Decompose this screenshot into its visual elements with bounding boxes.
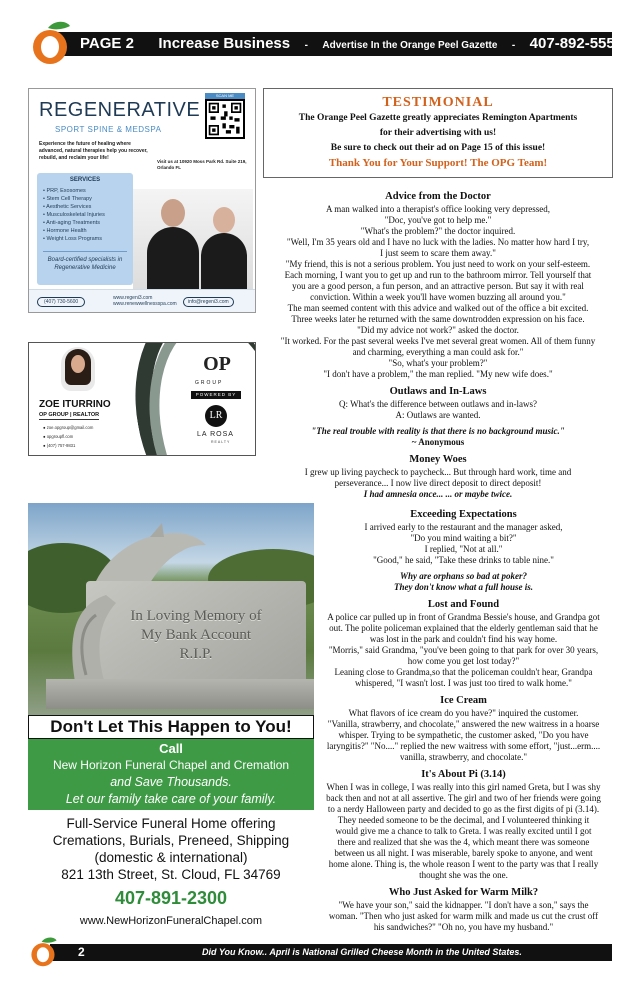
testimonial-line-2: for their advertising with us!	[379, 128, 497, 138]
powered-by-label: POWERED BY	[191, 391, 241, 399]
zoe-contact-list	[43, 423, 93, 450]
orange-logo-icon	[28, 936, 62, 968]
money-line: perseverance... I now live direct deposit to direct deposit!	[334, 478, 542, 488]
expectations-title: Exceeding Expectations	[410, 509, 517, 520]
orphans-answer: They don't know what a full house is.	[393, 582, 534, 592]
dolphin-statue-icon	[90, 523, 210, 589]
header-text	[80, 32, 623, 56]
services-note: Board-certified specialists in Regenerative Medicine	[43, 251, 127, 272]
advice-line: A man walked into a therapist's office looking very depressed,	[326, 204, 550, 214]
funeral-call: Call	[159, 741, 183, 756]
outlaws-answer: A: Outlaws are wanted.	[395, 410, 481, 420]
funeral-body-1: Full-Service Funeral Home offering	[66, 816, 276, 831]
advice-line: "It worked. For the past several weeks I've met several great women. All of them funny	[280, 336, 596, 346]
ice-line: vanilla, strawberry, and chocolate."	[399, 752, 528, 762]
pi-line: would give me a chance to talk to Greta. I was really excited until I got	[335, 826, 592, 836]
pi-line: thought she was the one.	[419, 870, 508, 880]
funeral-address: 821 13th Street, St. Cloud, FL 34769	[61, 867, 281, 882]
expectations-line: I replied, "Not at all."	[424, 544, 503, 554]
funeral-green-line-1: New Horizon Funeral Chapel and Cremation	[52, 758, 290, 772]
amnesia-line: I had amnesia once... ... or maybe twice.	[363, 489, 513, 499]
testimonial-line-1: The Orange Peel Gazette greatly appreciates Remington Apartments	[298, 113, 578, 123]
service-item: • Hormone Health	[43, 227, 127, 235]
advice-line: Each morning, I want you to get up and run to the bathroom mirror. Tell yourself that	[284, 270, 592, 280]
doctor-figure-1	[147, 227, 199, 289]
funeral-green-line-3: Let our family take care of your family.	[65, 792, 277, 806]
pi-line: there and realized that she was the 4, which meant there was someone	[337, 837, 590, 847]
advice-line: "My friend, this is not a serious problem. You just need to work on your self-esteem.	[285, 259, 591, 269]
funeral-call-box	[28, 739, 314, 810]
header-phone: 407-892-5556	[529, 35, 624, 52]
service-item: • Weight Loss Programs	[43, 235, 127, 243]
pi-line: home alone. Thing is, the whole reason I went to the party was that I really	[328, 859, 599, 869]
milk-line: "We have your son," said the kidnapper. "I don't have a son," says the	[338, 900, 589, 910]
zoe-title: OP GROUP | REALTOR	[39, 412, 100, 418]
regen-web-1[interactable]: www.regeni3.com	[113, 295, 153, 301]
funeral-details	[28, 810, 314, 928]
advice-line: "I don't have a problem," the man replied. "My new wife does."	[323, 369, 553, 379]
service-item: • Aesthetic Services	[43, 203, 127, 211]
milk-line: his sandwiches?" "Oh no, you have my husband."	[373, 922, 554, 932]
service-item: • PRP, Exosomes	[43, 187, 127, 195]
lost-line: A police car pulled up in front of Grandma Bessie's house, and Grandpa got	[327, 612, 600, 622]
stone-line-2: My Bank Account	[141, 627, 251, 643]
orange-logo-icon	[28, 20, 78, 66]
advice-line: "Doc, you've got to help me."	[384, 215, 492, 225]
testimonial-box	[263, 88, 613, 178]
services-list	[43, 187, 127, 243]
doctors-photo	[133, 189, 253, 289]
ice-line: laryngitis?" "No...." replied the new waitress with some effort, "just...erm....	[326, 741, 601, 751]
header-bar	[50, 32, 624, 56]
zoe-portrait	[61, 347, 95, 391]
zoe-realtor-ad[interactable]	[28, 342, 256, 456]
regen-visit: Visit us at 10920 Moss Park Rd. Suite 219, Orlando FL	[157, 159, 247, 170]
header-dash-2: -	[511, 40, 516, 51]
orphans-question: Why are orphans so bad at poker?	[399, 571, 527, 581]
outlaws-question: Q: What's the difference between outlaws and in-laws?	[339, 399, 537, 409]
expectations-line: I arrived early to the restaurant and the manager asked,	[364, 522, 563, 532]
pi-line: They needed someone to be the decimal, and I volunteered thinking it	[337, 815, 590, 825]
advice-line: "Well, I'm 35 years old and I have no luck with the ladies. No matter how hard I try,	[286, 237, 590, 247]
advice-line: "Did my advice not work?" asked the doctor.	[357, 325, 519, 335]
testimonial-line-3: Be sure to check out their ad on Page 15 of this issue!	[330, 143, 546, 153]
stone-line-3: R.I.P.	[179, 646, 213, 662]
page-label: PAGE 2	[80, 35, 134, 52]
la-rosa-logo-icon: LR	[205, 405, 227, 427]
lost-line: "Morris," said Grandma, "you've been going to that park for over 30 years,	[328, 645, 599, 655]
pi-title: It's About Pi (3.14)	[421, 769, 506, 780]
pi-line: back then and not at all assertive. The girl and two of her friends were going	[326, 793, 601, 803]
advice-line: conviction. Within a week you'll have women buzzing all around you."	[310, 292, 566, 302]
pi-line: between us all night. I was miserable, barely spoke to anyone, and went	[334, 848, 593, 858]
doctor-head-2	[213, 207, 235, 233]
lost-line: whispered, "I wasn't lost. I was just too tired to walk home."	[355, 678, 572, 688]
service-item: • Stem Cell Therapy	[43, 195, 127, 203]
lost-line: was lost in the park and couldn't find his way home.	[369, 634, 558, 644]
doctor-head-1	[161, 199, 185, 227]
funeral-body-3: (domestic & international)	[94, 850, 248, 865]
qr-code-icon[interactable]	[205, 99, 245, 139]
ice-line: What flavors of ice cream do you have?" inquired the customer.	[348, 708, 579, 718]
regen-phone[interactable]: (407) 730-5600	[37, 297, 85, 307]
footer-bar	[50, 944, 612, 961]
op-group-label: GROUP	[195, 380, 224, 386]
quote-author: ~ Anonymous	[411, 437, 465, 447]
regen-websites[interactable]	[113, 295, 177, 307]
funeral-green-line-2: and Save Thousands.	[110, 775, 232, 789]
tombstone-photo	[28, 503, 314, 715]
reality-quote: "The real trouble with reality is that there is no background music."	[311, 426, 565, 436]
stone-line-1: In Loving Memory of	[130, 608, 262, 624]
regen-subtitle: SPORT SPINE & MEDSPA	[55, 125, 162, 134]
advice-title: Advice from the Doctor	[385, 191, 491, 202]
zoe-phone[interactable]: ● (407) 757-9831	[43, 443, 75, 448]
advice-line: you are a good person, a fun person, and an attractive person. But say it with real	[292, 281, 584, 291]
doctor-figure-2	[201, 233, 247, 289]
funeral-phone[interactable]: 407-891-2300	[114, 888, 228, 908]
advice-line: "So, what's your problem?"	[388, 358, 488, 368]
header-tagline: Advertise In the Orange Peel Gazette	[322, 40, 498, 51]
milk-line: woman. "Then who just asked for warm milk and made us cut the crust off	[328, 911, 599, 921]
regenerative-ad[interactable]	[28, 88, 256, 313]
regen-web-2[interactable]: www.renewwellnessspa.com	[113, 301, 177, 307]
pi-line: When I was in college, I was really into this girl named Greta, but I was shy	[326, 782, 601, 792]
footer-page-number: 2	[78, 945, 85, 959]
advice-line: "What's the problem?" the doctor inquired.	[360, 226, 516, 236]
funeral-headline: Don't Let This Happen to You!	[28, 715, 314, 739]
funeral-website[interactable]: www.NewHorizonFuneralChapel.com	[79, 915, 263, 927]
regen-description: Experience the future of healing where advanced, natural therapies help you recover, rebuild, and reclaim your life!	[39, 141, 148, 161]
ice-cream-title: Ice Cream	[440, 695, 487, 706]
realty-label: REALTY	[211, 440, 231, 444]
zoe-email[interactable]: ● zoe.opgroup@gmail.com	[43, 425, 93, 430]
money-line: I grew up living paycheck to paycheck... But through hard work, time and	[304, 467, 572, 477]
op-group-logo-icon: OP	[203, 353, 231, 375]
jokes-column-lower	[314, 508, 613, 933]
services-heading: SERVICES	[69, 177, 101, 183]
jokes-column-upper	[263, 190, 613, 500]
lost-found-title: Lost and Found	[427, 599, 500, 610]
regen-email[interactable]: info@regeni3.com	[183, 297, 234, 307]
header-title: Increase Business	[158, 35, 291, 52]
ice-line: whisper. Trying to be sympathetic, the customer asked, "Do you have	[338, 730, 589, 740]
service-item: • Anti-aging Treatments	[43, 219, 127, 227]
service-item: • Musculoskeletal Injuries	[43, 211, 127, 219]
ice-line: "Vanilla, strawberry, and chocolate," answered the new waitress in a hoarse	[327, 719, 600, 729]
regen-title: REGENERATIVE	[39, 99, 201, 121]
expectations-line: "Good," he said, "Take these drinks to table nine."	[373, 555, 554, 565]
expectations-line: "Do you mind waiting a bit?"	[410, 533, 517, 543]
advice-line: and charming, everything a man could ask for."	[352, 347, 524, 357]
la-rosa-label: LA ROSA	[197, 431, 234, 438]
funeral-body-2: Cremations, Burials, Preneed, Shipping	[52, 833, 290, 848]
tombstone-inscription	[86, 607, 306, 664]
services-box	[37, 173, 133, 285]
lost-line: Leaning close to Grandma,so that the policeman couldn't hear, Grandpa	[334, 667, 593, 677]
outlaws-title: Outlaws and In-Laws	[389, 386, 487, 397]
advice-line: The man seemed content with this advice and walked out of the office a bit excited.	[287, 303, 589, 313]
qr-label: SCAN ME	[205, 93, 245, 99]
advice-line: I just seem to scare them away."	[380, 248, 496, 258]
lost-line: out. The polite policeman explained that the elderly gentleman said that he	[329, 623, 598, 633]
regen-contact-bar	[29, 289, 256, 313]
warm-milk-title: Who Just Asked for Warm Milk?	[388, 887, 539, 898]
lost-line: how come you get lost today?"	[407, 656, 520, 666]
tombstone-base	[46, 679, 314, 709]
zoe-social[interactable]: ● opgroupfl.com	[43, 434, 73, 439]
money-title: Money Woes	[409, 454, 467, 465]
advice-line: Three weeks later he returned with the same downtrodden expression on his face.	[291, 314, 585, 324]
footer-did-you-know: Did You Know.. April is National Grilled Cheese Month in the United States.	[202, 947, 522, 957]
testimonial-thanks: Thank You for Your Support! The OPG Team!	[328, 157, 548, 169]
header-dash-1: -	[304, 40, 308, 51]
testimonial-heading: TESTIMONIAL	[382, 95, 494, 110]
pi-line: to a nerdy Halloween party and decided to go as the first digits of pi (3.14).	[327, 804, 600, 814]
zoe-name: ZOE ITURRINO	[39, 399, 111, 410]
